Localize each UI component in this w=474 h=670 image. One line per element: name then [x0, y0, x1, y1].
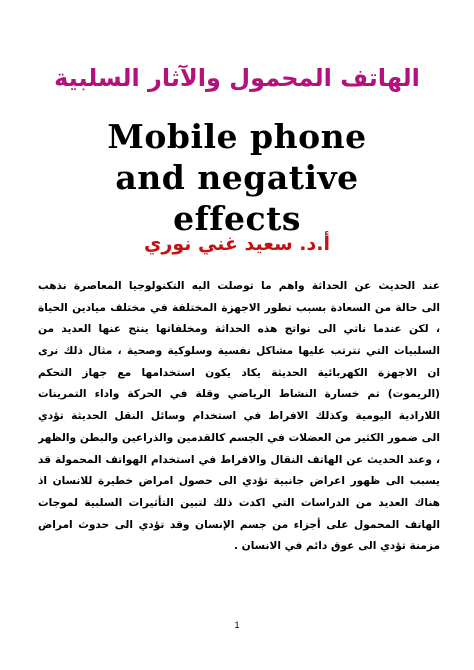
arabic-title: الهاتف المحمول والآثار السلبية: [54, 64, 420, 92]
body-line: ، لكن عندما ناتي الى نواتج هذه الحداثة ومخلفاتها ينتج عنها العديد من: [38, 323, 440, 336]
body-line: ان الاجهزة الكهربائية الحديثة يكاد يكون استخدامها مع جهاز التحكم: [38, 366, 440, 379]
body-line: ، وعند الحديث عن الهاتف النقال والافراط في استخدام الهواتف المحمولة قد: [38, 453, 440, 466]
body-line: الهاتف المحمول على أجزاء من جسم الإنسان وقد تؤدي الى حدوث امراض: [38, 518, 440, 531]
body-line: الى ضمور الكثير من العضلات في الجسم كالقدمين والذراعين والبطن والظهر: [38, 431, 440, 444]
body-line: (الريموت) تم خسارة النشاط الرياضي وقلة في الحركة واداء التمرينات: [38, 388, 440, 401]
body-line: مزمنة تؤدي الى عوق دائم في الانسان .: [233, 540, 440, 553]
english-title-line: Mobile phone: [107, 117, 367, 156]
body-line: اللارادية اليومية وكذلك الافراط في استخدام وسائل النقل الحديثة تؤدي: [38, 410, 440, 423]
body-line: الى حالة من السعادة بسبب تطور الاجهزة المختلفة في مختلف ميادين الحياة: [38, 301, 440, 314]
english-title: [0, 116, 474, 239]
body-line: هناك العديد من الدراسات التي اكدت ذلك لتبين التأثيرات السلبية لموجات: [38, 496, 440, 509]
body-line: يسبب الى ظهور اعراض جانبية تؤدي الى حصول امراض خطيرة للانسان اذ: [38, 475, 440, 488]
body-line: عند الحديث عن الحداثة واهم ما توصلت اليه التكنولوجيا المعاصرة نذهب: [38, 280, 440, 292]
body-paragraph: [38, 276, 440, 558]
body-line: السلبيات التي تترتب عليها مشاكل نفسية وسلوكية وصحية ، مثال ذلك نرى: [38, 345, 440, 358]
author-name: أ.د. سعيد غني نوري: [143, 233, 331, 255]
english-title-line: effects: [173, 199, 301, 238]
english-title-line: and negative: [115, 158, 359, 197]
page-number: 1: [234, 620, 240, 630]
